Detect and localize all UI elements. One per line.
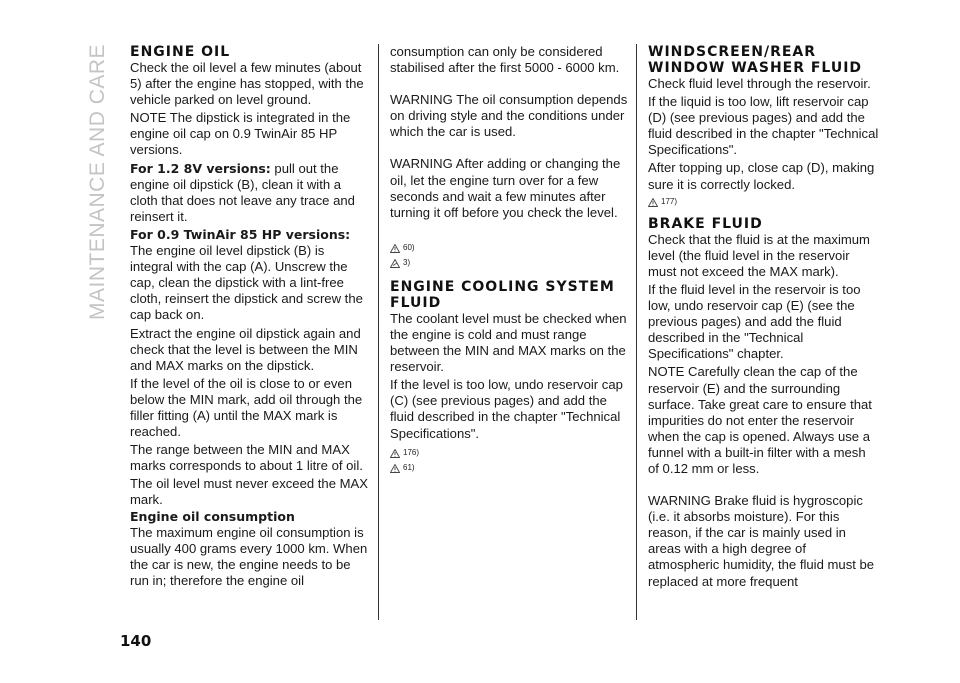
- paragraph: The oil level must never exceed the MAX mark.: [130, 476, 368, 508]
- warning-triangle-icon: [390, 244, 400, 253]
- heading-washer-fluid: WINDSCREEN/REAR WINDOW WASHER FLUID: [648, 44, 863, 76]
- caution-reference: [390, 256, 630, 271]
- paragraph-version-twinair: [130, 227, 370, 324]
- version-label: For 0.9 TwinAir 85 HP versions:: [130, 226, 351, 242]
- reference-number: 177): [661, 197, 678, 207]
- warning-reference: [390, 241, 630, 256]
- paragraph: consumption can only be considered stabilised after the first 5000 - 6000 km.: [390, 44, 620, 76]
- section-side-tab-label: MAINTENANCE AND CARE: [86, 43, 109, 320]
- version-label: For 1.2 8V versions:: [130, 160, 271, 176]
- paragraph: Check fluid level through the reservoir.: [648, 76, 871, 91]
- paragraph: After topping up, close cap (D), making sure it is correctly locked.: [648, 160, 875, 192]
- note: NOTE Carefully clean the cap of the reservoir (E) and the surrounding surface. Take great care to ensure that impurities do not enter the reservoir when the cap is opened. Always use a funnel with a built-in filter with a mesh of 0.12 mm or less.: [648, 364, 872, 476]
- warning-triangle-icon: [390, 464, 400, 473]
- paragraph-version-1-2: [130, 161, 370, 225]
- reference-number: 61): [403, 463, 415, 473]
- paragraph: Check that the fluid is at the maximum level (the fluid level in the reservoir must not exceed the MAX mark).: [648, 231, 870, 279]
- paragraph: The coolant level must be checked when the engine is cold and must range between the MIN and MAX marks on the reservoir.: [390, 310, 627, 375]
- heading-engine-cooling: ENGINE COOLING SYSTEM FLUID: [390, 278, 615, 311]
- section-side-tab: [86, 43, 109, 320]
- column-engine-oil: [130, 44, 370, 589]
- reference-number: 60): [403, 243, 415, 253]
- column-washer-brake: [648, 44, 880, 590]
- warning-reference: [648, 195, 880, 210]
- reference-number: 3): [403, 258, 411, 268]
- warning: WARNING Brake fluid is hygroscopic (i.e. it absorbs moisture). For this reason, if the car is mainly used in areas with a high degree of atmospheric humidity, the fluid must be replaced at more frequent: [648, 493, 875, 589]
- version-text: pull out the engine oil dipstick (B), clean it with a cloth that does not leave any trace and reinsert it.: [130, 160, 355, 224]
- warning: WARNING After adding or changing the oil, let the engine turn over for a few seconds and wait a few minutes after turning it off before you check the level.: [390, 156, 621, 220]
- paragraph: If the liquid is too low, lift reservoir cap (D) (see previous pages) and add the fluid described in the chapter "Technical Specifications".: [648, 94, 879, 158]
- warning: WARNING The oil consumption depends on driving style and the conditions under which the car is used.: [390, 92, 628, 140]
- column-divider: [378, 44, 379, 620]
- subheading-oil-consumption: Engine oil consumption: [130, 508, 295, 524]
- warning-reference: [390, 461, 630, 476]
- column-divider: [636, 44, 637, 620]
- warning-reference: [390, 446, 630, 461]
- paragraph: Extract the engine oil dipstick again and check that the level is between the MIN and MAX marks on the dipstick.: [130, 325, 361, 373]
- warning-triangle-icon: [648, 198, 658, 207]
- warning-triangle-icon: [390, 449, 400, 458]
- version-text: The engine oil level dipstick (B) is integral with the cap (A). Unscrew the cap, clean the dipstick with a lint-free cloth, reinsert the dipstick and screw the cap back on.: [130, 243, 363, 323]
- paragraph: If the fluid level in the reservoir is too low, undo reservoir cap (E) (see the previous pages) and add the fluid described in the "Technical Specifications" chapter.: [648, 281, 861, 362]
- paragraph: If the level is too low, undo reservoir cap (C) (see previous pages) and add the fluid described in the chapter "Technical Specifications".: [390, 377, 623, 441]
- paragraph: Check the oil level a few minutes (about 5) after the engine has stopped, with the vehicle parked on level ground.: [130, 60, 364, 108]
- page-number: 140: [120, 632, 152, 650]
- reference-number: 176): [403, 448, 420, 458]
- note: NOTE The dipstick is integrated in the engine oil cap on 0.9 TwinAir 85 HP versions.: [130, 110, 351, 158]
- caution-triangle-icon: [390, 259, 400, 268]
- paragraph: If the level of the oil is close to or even below the MIN mark, add oil through the filler fitting (A) until the MAX mark is reached.: [130, 375, 363, 440]
- paragraph: The maximum engine oil consumption is usually 400 grams every 1000 km. When the car is new, the engine needs to be run in; therefore the engine oil: [130, 524, 368, 588]
- heading-brake-fluid: BRAKE FLUID: [648, 215, 763, 232]
- column-oil-coolant: [390, 44, 630, 476]
- heading-engine-oil: ENGINE OIL: [130, 44, 231, 60]
- paragraph: The range between the MIN and MAX marks corresponds to about 1 litre of oil.: [130, 442, 363, 474]
